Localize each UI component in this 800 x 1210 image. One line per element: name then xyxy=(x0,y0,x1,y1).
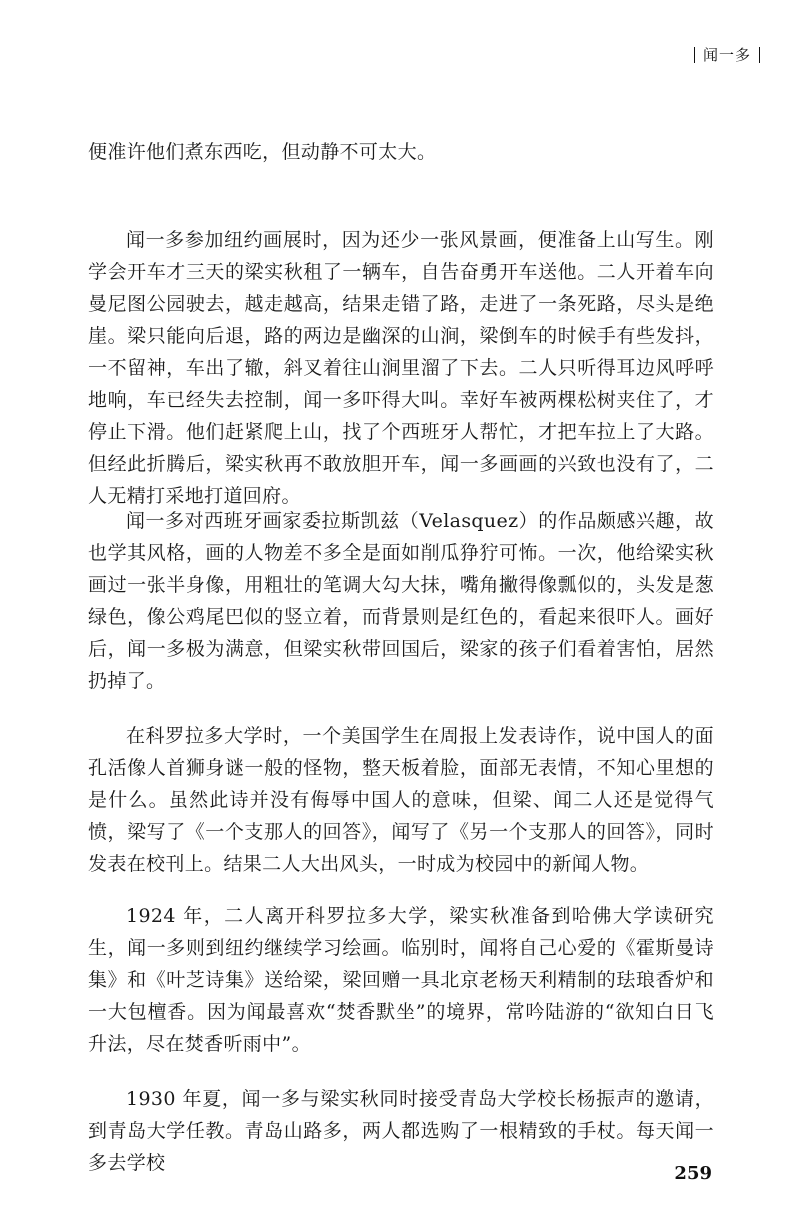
header-left-rule xyxy=(694,47,695,63)
paragraph-continuation: 便准许他们煮东西吃，但动静不可太大。 xyxy=(88,141,437,163)
paragraph-colorado-poem: 在科罗拉多大学时，一个美国学生在周报上发表诗作，说中国人的面孔活像人首狮身谜一般的怪物，整天板着脸，面部无表情，不知心里想的是什么。虽然此诗并没有侮辱中国人的意味，但梁、闻二人还是觉得气愤，梁写了《一个支那人的回答》，闻写了《另一个支那人的回答》，同时发表在校刊上。结果二人大出风头，一时成为校园中的新闻人物。 xyxy=(88,725,714,875)
paragraph-velasquez-portrait: 闻一多对西班牙画家委拉斯凯兹（Velasquez）的作品颇感兴趣，故也学其风格，画的人物差不多全是面如削瓜狰狞可怖。一次，他给梁实秋画过一张半身像，用粗壮的笔调大勾大抹，嘴角撇得像瓢似的，头发是葱绿色，像公鸡尾巴似的竖立着，而背景则是红色的，看起来很吓人。画好后，闻一多极为满意，但梁实秋带回国后，梁家的孩子们看着害怕，居然扔掉了。 xyxy=(88,510,714,692)
running-title: 闻一多 xyxy=(702,46,751,64)
paragraph-sketching-trip: 闻一多参加纽约画展时，因为还少一张风景画，便准备上山写生。刚学会开车才三天的梁实秋租了一辆车，自告奋勇开车送他。二人开着车向曼尼图公园驶去，越走越高，结果走错了路，走进了一条死路，尽头是绝崖。梁只能向后退，路的两边是幽深的山涧，梁倒车的时候手有些发抖，一不留神，车出了辙，斜叉着往山涧里溜了下去。二人只听得耳边风呼呼地响，车已经失去控制，闻一多吓得大叫。幸好车被两棵松树夹住了，才停止下滑。他们赶紧爬上山，找了个西班牙人帮忙，才把车拉上了大路。但经此折腾后，梁实秋再不敢放胆开车，闻一多画画的兴致也没有了，二人无精打采地打道回府。 xyxy=(88,229,714,507)
page-number: 259 xyxy=(674,1163,712,1184)
paragraph-1930-qingdao: 1930 年夏，闻一多与梁实秋同时接受青岛大学校长杨振声的邀请，到青岛大学任教。青岛山路多，两人都选购了一根精致的手杖。每天闻一多去学校 xyxy=(88,1088,714,1174)
running-header xyxy=(694,44,760,65)
header-right-rule xyxy=(759,47,760,63)
paragraph-1924-farewell: 1924 年，二人离开科罗拉多大学，梁实秋准备到哈佛大学读研究生，闻一多则到纽约继续学习绘画。临别时，闻将自己心爱的《霍斯曼诗集》和《叶芝诗集》送给梁，梁回赠一具北京老杨天利精制的珐琅香炉和一大包檀香。因为闻最喜欢“焚香默坐”的境界，常吟陆游的“欲知白日飞升法，尽在焚香听雨中”。 xyxy=(88,905,714,1055)
